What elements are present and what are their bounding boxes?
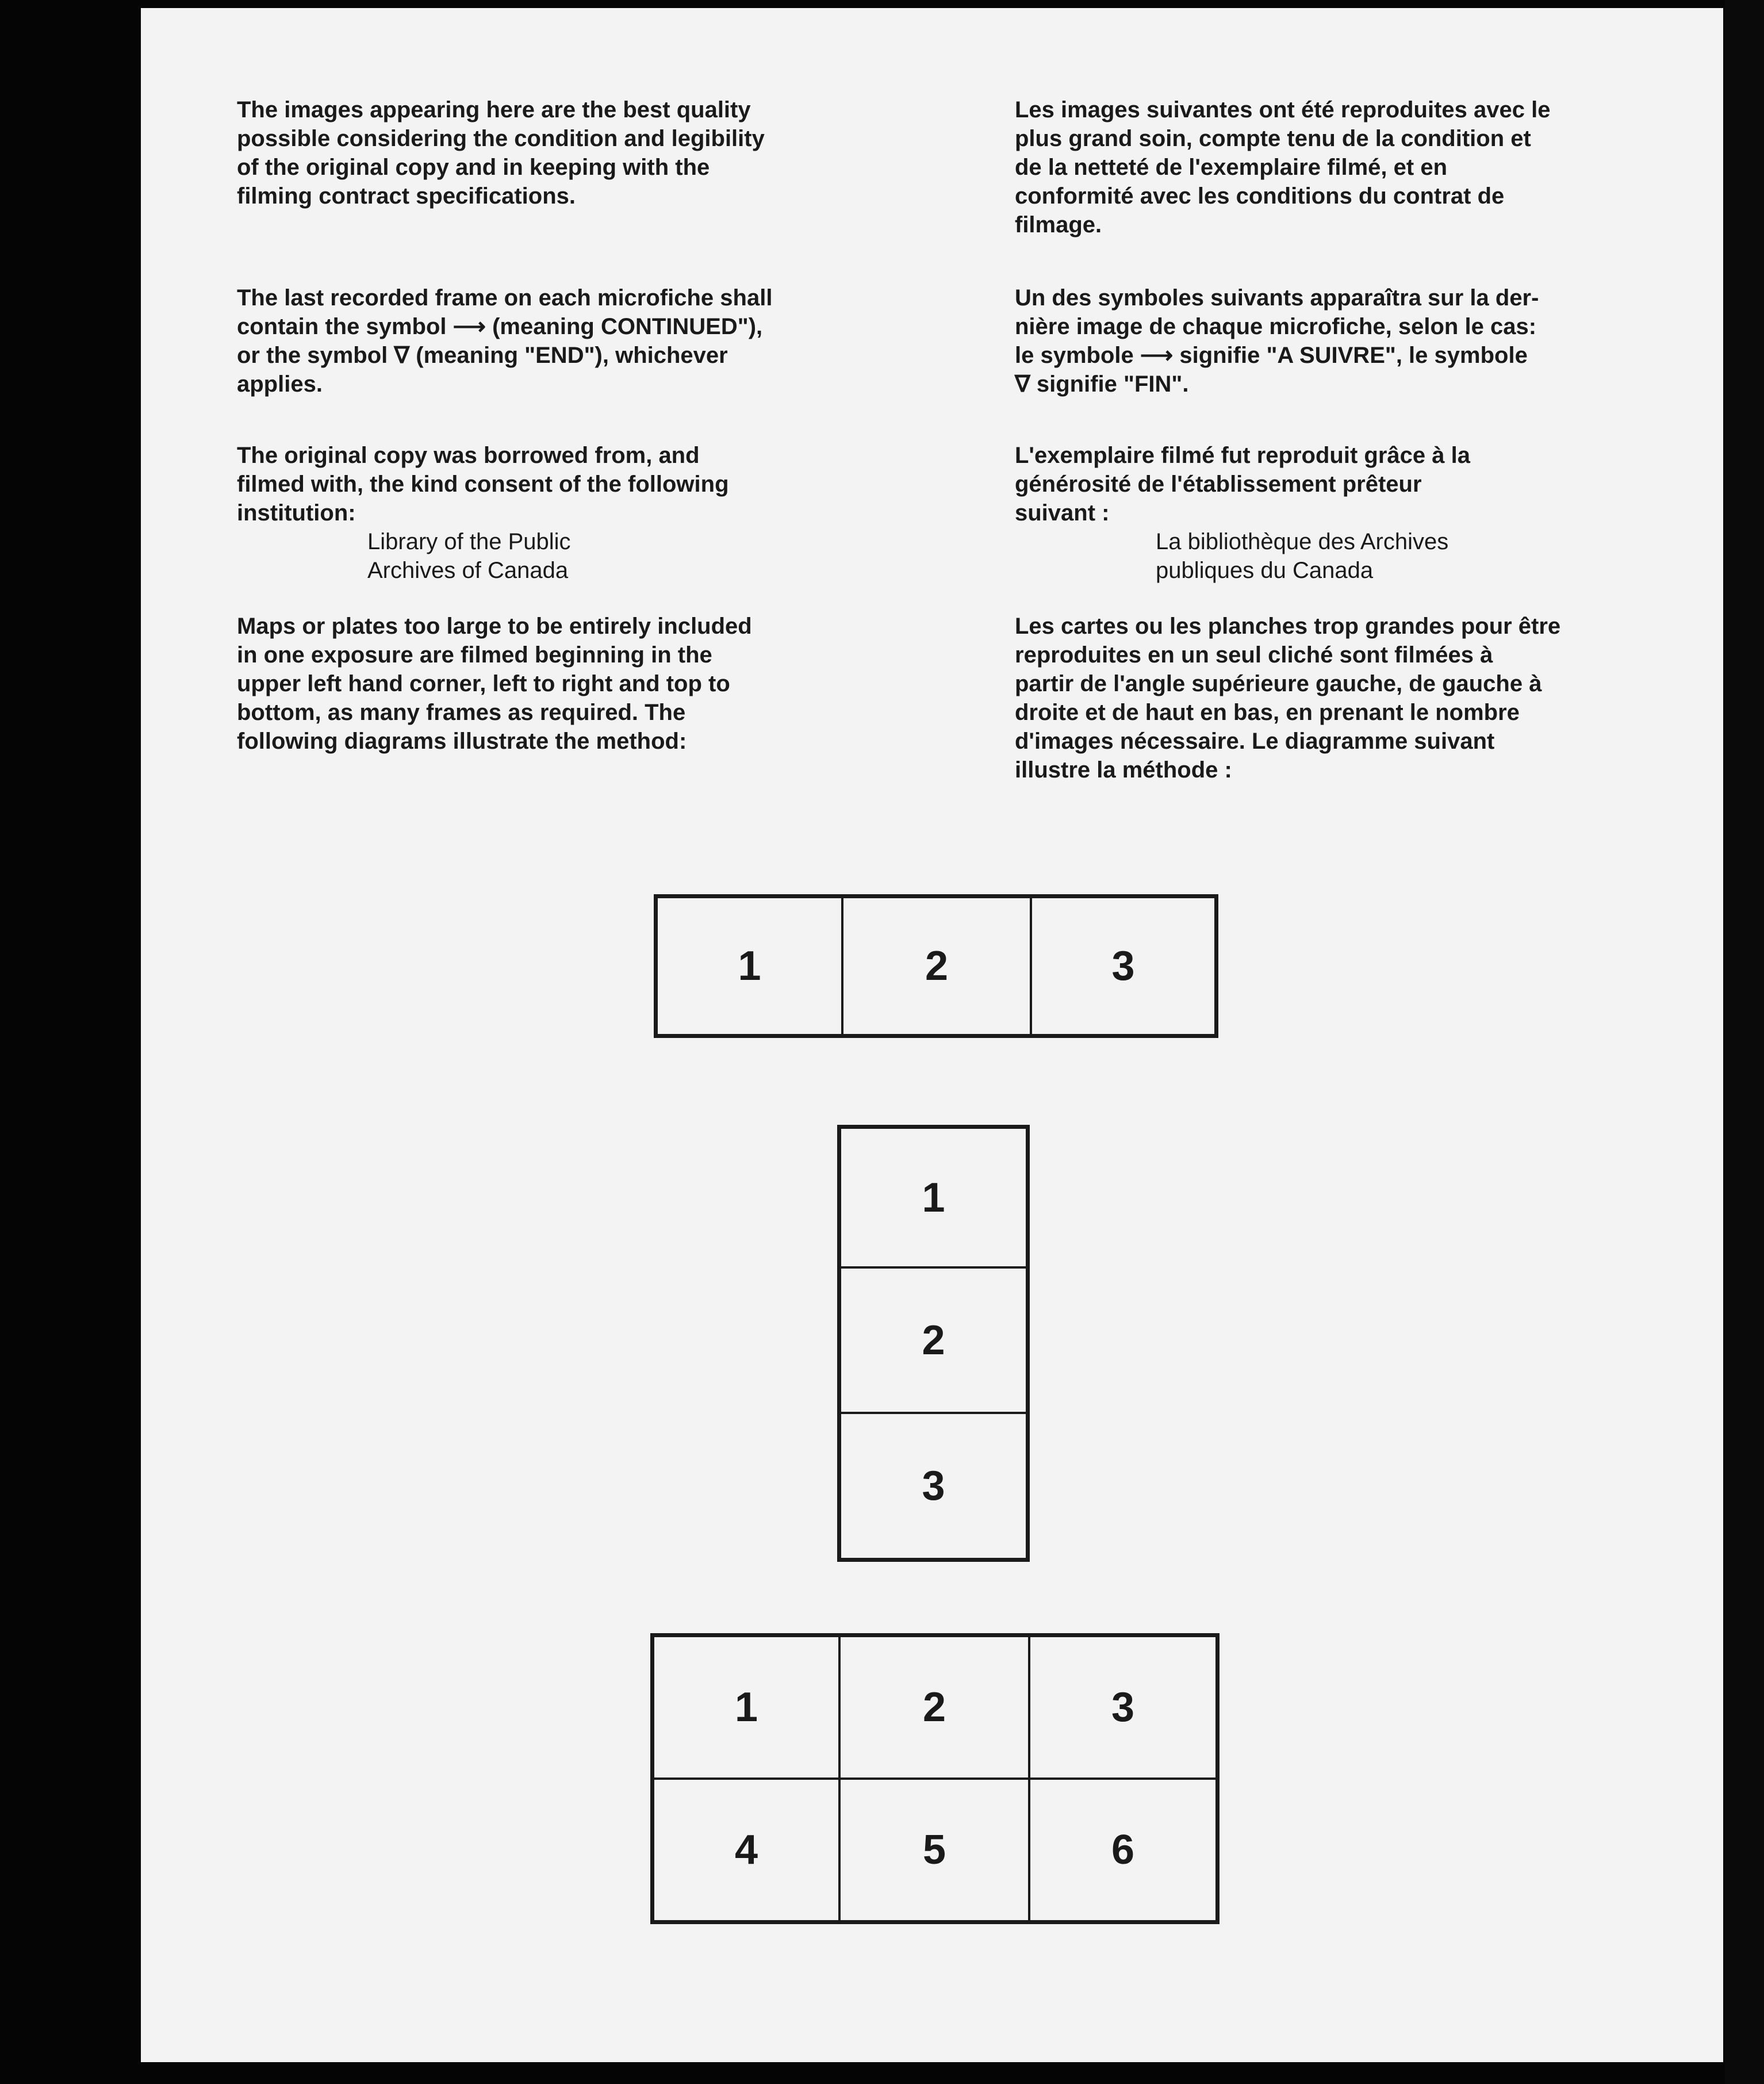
english-source-block [237,441,892,585]
en-source-paragraph: The original copy was borrowed from, and filmed with, the kind consent of the following institution: [237,443,729,526]
french-source-block [1015,441,1699,585]
frame-cell: 3 [1029,1636,1217,1779]
diagram-horizontal-row [654,894,1218,1038]
fr-symbols-paragraph: Un des symboles suivants apparaîtra sur la der- nière image de chaque microfiche, selon le cas: le symbole ⟶ signifie "A SUIVRE", le symbole ∇ signifie "FIN". [1015,285,1539,397]
english-column [237,95,892,210]
english-symbols-block [237,284,892,399]
frame-cell: 5 [839,1779,1029,1921]
french-column [1015,95,1699,239]
diagram-vertical-column [837,1125,1030,1562]
frame-cell: 1 [653,1636,839,1779]
french-maps-block [1015,612,1699,784]
fr-institution-name: La bibliothèque des Archives publiques du Canada [1156,529,1449,583]
english-maps-block [237,612,892,756]
frame-cell: 1 [657,897,842,1035]
film-edge [1725,0,1764,2084]
microfiche-notice-page [141,8,1723,2062]
frame-cell: 2 [840,1267,1027,1413]
frame-cell: 4 [653,1779,839,1921]
en-maps-paragraph: Maps or plates too large to be entirely included in one exposure are filmed beginning in the upper left hand corner, left to right and top to bottom, as many frames as required. The following diagrams illustrate the method: [237,614,752,754]
fr-quality-paragraph: Les images suivantes ont été reproduites avec le plus grand soin, compte tenu de la condition et de la netteté de l'exemplaire filmé, et en conformité avec les conditions du contrat de filmage. [1015,97,1551,237]
frame-cell: 6 [1029,1779,1217,1921]
en-institution-name: Library of the Public Archives of Canada [367,529,571,583]
frame-cell: 3 [840,1413,1027,1559]
frame-cell: 1 [840,1128,1027,1267]
en-symbols-paragraph: The last recorded frame on each microfiche shall contain the symbol ⟶ (meaning CONTINUED"), or the symbol ∇ (meaning "END"), whichever applies. [237,285,773,397]
en-quality-paragraph: The images appearing here are the best quality possible considering the condition and legibility of the original copy and in keeping with the filming contract specifications. [237,97,765,209]
frame-cell: 2 [842,897,1031,1035]
diagram-grid-2x3 [650,1633,1220,1924]
frame-cell: 3 [1031,897,1215,1035]
frame-cell: 2 [839,1636,1029,1779]
french-symbols-block [1015,284,1699,399]
fr-source-paragraph: L'exemplaire filmé fut reproduit grâce à la générosité de l'établissement prêteur suivant : [1015,443,1470,526]
fr-maps-paragraph: Les cartes ou les planches trop grandes pour être reproduites en un seul cliché sont filmées à partir de l'angle supérieure gauche, de gauche à droite et de haut en bas, en prenant le nombre d'images nécessaire. Le diagramme suivant illustre la méthode : [1015,614,1561,783]
